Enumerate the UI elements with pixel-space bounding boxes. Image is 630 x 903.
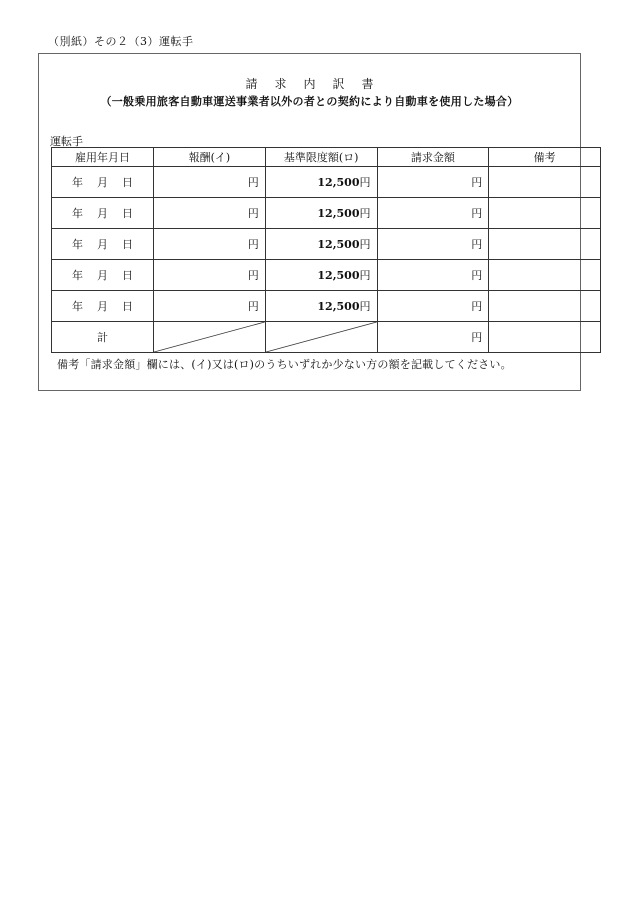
remarks-cell[interactable] <box>489 291 601 322</box>
remuneration-cell[interactable] <box>154 291 266 322</box>
column-header-remarks: 備考 <box>489 148 601 167</box>
remuneration-cell[interactable] <box>154 198 266 229</box>
month-label: 月 <box>97 238 109 251</box>
hire-date-cell[interactable] <box>52 229 154 260</box>
claim-amount-cell[interactable] <box>377 291 489 322</box>
yen-unit: 円 <box>247 176 259 189</box>
remuneration-cell[interactable] <box>154 229 266 260</box>
yen-unit: 円 <box>247 269 259 282</box>
standard-limit-cell <box>265 229 377 260</box>
total-claim-amount-cell[interactable] <box>377 322 489 353</box>
column-header-hire-date: 雇用年月日 <box>52 148 154 167</box>
yen-unit: 円 <box>359 176 371 189</box>
month-label: 月 <box>97 176 109 189</box>
form-subtitle: （一般乗用旅客自動車運送事業者以外の者との契約により自動車を使用した場合） <box>100 95 519 108</box>
claim-amount-cell[interactable] <box>377 198 489 229</box>
table-row <box>52 291 601 322</box>
hire-date-cell[interactable] <box>52 260 154 291</box>
standard-limit-cell <box>265 198 377 229</box>
claim-amount-cell[interactable] <box>377 167 489 198</box>
standard-limit-value: 12,500 <box>317 207 360 220</box>
column-header-standard-limit: 基準限度額(ロ) <box>265 148 377 167</box>
diagonal-strike <box>266 322 377 352</box>
yen-unit: 円 <box>247 300 259 313</box>
total-remarks-cell[interactable] <box>489 322 601 353</box>
table-header-row <box>52 148 601 167</box>
remarks-cell[interactable] <box>489 260 601 291</box>
year-label: 年 <box>72 300 84 313</box>
remarks-cell[interactable] <box>489 167 601 198</box>
claim-amount-cell[interactable] <box>377 260 489 291</box>
month-label: 月 <box>97 207 109 220</box>
standard-limit-value: 12,500 <box>317 269 360 282</box>
remarks-note: 備考「請求金額」欄には、(イ)又は(ロ)のうちいずれか少ない方の額を記載してください。 <box>57 358 512 371</box>
diagonal-strike <box>154 322 265 352</box>
month-label: 月 <box>97 269 109 282</box>
table-row <box>52 260 601 291</box>
yen-unit: 円 <box>359 269 371 282</box>
standard-limit-value: 12,500 <box>317 300 360 313</box>
day-label: 日 <box>122 300 134 313</box>
remuneration-cell[interactable] <box>154 167 266 198</box>
total-remuneration-crossed-cell <box>154 322 266 353</box>
yen-unit: 円 <box>471 269 483 282</box>
year-label: 年 <box>72 207 84 220</box>
yen-unit: 円 <box>359 207 371 220</box>
year-label: 年 <box>72 238 84 251</box>
standard-limit-cell <box>265 291 377 322</box>
form-title: 請求内訳書 <box>245 77 391 91</box>
form-frame <box>38 53 581 391</box>
day-label: 日 <box>122 176 134 189</box>
yen-unit: 円 <box>471 207 483 220</box>
day-label: 日 <box>122 269 134 282</box>
yen-unit: 円 <box>471 238 483 251</box>
claims-table <box>51 147 601 353</box>
remarks-cell[interactable] <box>489 229 601 260</box>
remuneration-cell[interactable] <box>154 260 266 291</box>
yen-unit: 円 <box>247 238 259 251</box>
table-row <box>52 229 601 260</box>
yen-unit: 円 <box>471 331 483 344</box>
yen-unit: 円 <box>247 207 259 220</box>
claim-amount-cell[interactable] <box>377 229 489 260</box>
hire-date-cell[interactable] <box>52 291 154 322</box>
yen-unit: 円 <box>359 238 371 251</box>
table-row <box>52 167 601 198</box>
total-label-cell: 計 <box>52 322 154 353</box>
month-label: 月 <box>97 300 109 313</box>
page-header-label: （別紙）その２（3）運転手 <box>48 35 194 48</box>
day-label: 日 <box>122 207 134 220</box>
yen-unit: 円 <box>471 300 483 313</box>
hire-date-cell[interactable] <box>52 167 154 198</box>
day-label: 日 <box>122 238 134 251</box>
table-caption: 運転手 <box>50 135 83 148</box>
year-label: 年 <box>72 176 84 189</box>
total-row <box>52 322 601 353</box>
year-label: 年 <box>72 269 84 282</box>
standard-limit-cell <box>265 167 377 198</box>
yen-unit: 円 <box>471 176 483 189</box>
hire-date-cell[interactable] <box>52 198 154 229</box>
table-row <box>52 198 601 229</box>
yen-unit: 円 <box>359 300 371 313</box>
remarks-cell[interactable] <box>489 198 601 229</box>
total-limit-crossed-cell <box>265 322 377 353</box>
standard-limit-value: 12,500 <box>317 176 360 189</box>
column-header-remuneration: 報酬(イ) <box>154 148 266 167</box>
column-header-claim-amount: 請求金額 <box>377 148 489 167</box>
standard-limit-cell <box>265 260 377 291</box>
standard-limit-value: 12,500 <box>317 238 360 251</box>
